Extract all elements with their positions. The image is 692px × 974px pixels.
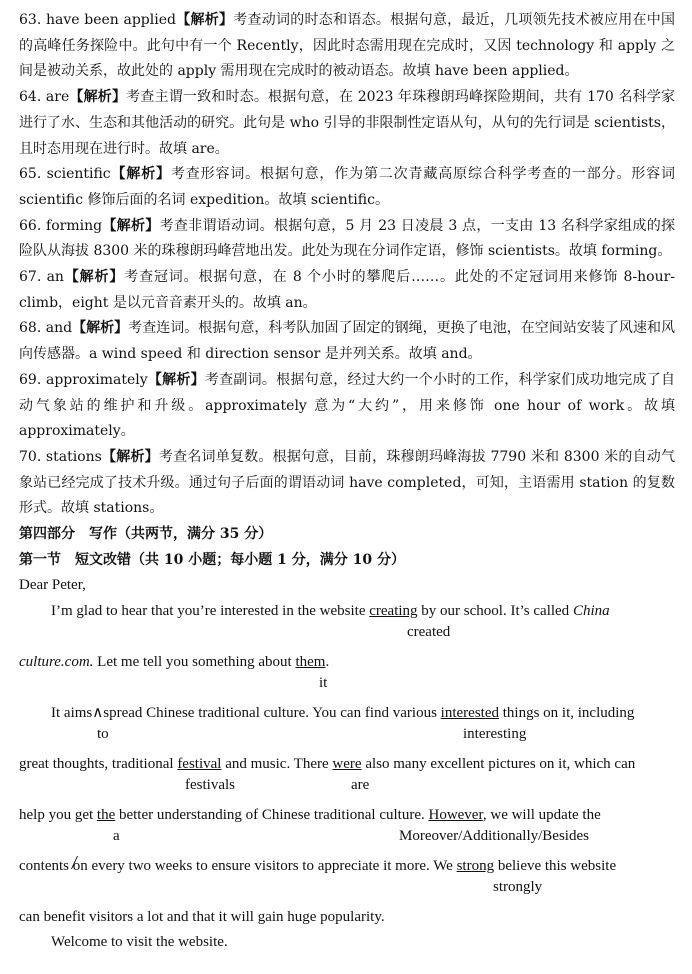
answer-66 bbox=[19, 214, 675, 265]
answer-label: 66. forming bbox=[19, 217, 103, 234]
error-word: were bbox=[332, 755, 362, 772]
answer-explanations bbox=[19, 8, 675, 522]
letter-line-8: Welcome to visit the website. bbox=[51, 934, 228, 951]
answer-text: 考查名词单复数。根据句意，目前，珠穆朗玛峰海拔 7790 米和 8300 米的自动气象站已经完成了技术升级。通过句子后面的谓语动词 have completed，可知，主语需用 station 的复数形式。故填 stations。 bbox=[19, 448, 676, 517]
answer-68 bbox=[19, 316, 675, 367]
answer-65 bbox=[19, 162, 675, 213]
correction-word: strongly bbox=[493, 879, 543, 896]
analysis-tag: 【解析】 bbox=[110, 166, 171, 183]
answer-63 bbox=[19, 8, 675, 85]
answer-text: 考查冠词。根据句意，在 8 个小时的攀爬后……。此处的不定冠词用来修饰 8-hour-climb，eight 是以元音音素开头的。故填 an。 bbox=[19, 269, 676, 311]
insert-caret-icon: ∧ bbox=[92, 704, 104, 721]
correction-row-3 bbox=[19, 726, 675, 752]
answer-69 bbox=[19, 368, 675, 445]
letter-line-1: I’m glad to hear that you’re interested in the website creating by our school. It’s called China bbox=[51, 602, 610, 619]
answer-text: 考查主谓一致和时态。根据句意，在 2023 年珠穆朗玛峰探险期间，共有 170 名科学家进行了水、生态和其他活动的研究。此句是 who 引导的非限制性定语从句，从句的先行词是 scientists，且时态用现在进行时。故填 are。 bbox=[19, 89, 676, 157]
error-word: them bbox=[295, 653, 326, 670]
error-word: festival bbox=[177, 755, 222, 772]
answer-text: 考查非谓语动词。根据句意，5 月 23 日凌晨 3 点，一支由 13 名科学家组成的探险队从海拔 8300 米的珠穆朗玛峰营地出发。此处为现在分词作定语，修饰 scientists。故填 forming。 bbox=[19, 217, 676, 260]
correction-word: it bbox=[319, 675, 328, 692]
answer-64 bbox=[19, 85, 675, 162]
correction-word: festivals bbox=[185, 777, 235, 794]
answer-70 bbox=[19, 445, 675, 522]
correction-row-1 bbox=[19, 624, 675, 650]
correction-word: interesting bbox=[463, 726, 527, 743]
document-content bbox=[19, 8, 675, 956]
analysis-tag: 【解析】 bbox=[63, 269, 125, 286]
section-title: 第四部分 写作（共两节，满分 35 分） bbox=[19, 526, 273, 543]
answer-label: 69. approximately bbox=[19, 371, 148, 388]
analysis-tag: 【解析】 bbox=[147, 371, 205, 388]
error-word: interested bbox=[440, 704, 499, 721]
correction-word: are bbox=[351, 777, 370, 794]
answer-label: 67. an bbox=[19, 269, 64, 286]
analysis-tag: 【解析】 bbox=[102, 217, 160, 234]
analysis-tag: 【解析】 bbox=[175, 12, 234, 28]
correction-word: Moreover/Additionally/Besides bbox=[399, 828, 589, 845]
error-correction-letter bbox=[19, 573, 675, 956]
subsection-title: 第一节 短文改错（共 10 小题；每小题 1 分，满分 10 分） bbox=[19, 551, 405, 568]
error-word: strong bbox=[456, 857, 495, 874]
letter-line-5: help you get the better understanding of Chinese traditional culture. However, we will update the bbox=[19, 806, 601, 823]
correction-word: to bbox=[97, 726, 109, 743]
answer-label: 70. stations bbox=[19, 448, 102, 465]
answer-text: 考查副词。根据句意，经过大约一个小时的工作，科学家们成功地完成了自动气象站的维护和升级。approximately 意为“大约”，用来修饰 one hour of work。故填 approximately。 bbox=[19, 371, 675, 440]
letter-line-7: can benefit visitors a lot and that it will gain huge popularity. bbox=[19, 908, 385, 925]
analysis-tag: 【解析】 bbox=[72, 320, 129, 337]
answer-label: 63. have been applied bbox=[19, 12, 176, 28]
correction-row-2 bbox=[19, 675, 675, 701]
letter-line-6: contents on every two weeks to ensure visitors to appreciate it more. We strong believe this website bbox=[19, 854, 675, 880]
answer-label: 65. scientific bbox=[19, 166, 111, 183]
answer-text: 考查动词的时态和语态。根据句意，最近，几项领先技术被应用在中国的高峰任务探险中。此句中有一个 Recently，因此时态需用现在完成时，又因 technology 和 apply 之间是被动关系，故此处的 apply 需用现在完成时的被动语态。故填 have been applied。 bbox=[19, 12, 675, 80]
correction-row-6 bbox=[19, 879, 675, 905]
error-word: the bbox=[96, 806, 116, 823]
letter-line-4: great thoughts, traditional festival and music. There were also many excellent pictures on it, which can bbox=[19, 755, 636, 772]
letter-line-3: It aims∧spread Chinese traditional culture. You can find various interested things on it, including bbox=[51, 704, 635, 721]
letter-line-2: culture.com. Let me tell you something about them. bbox=[19, 653, 330, 670]
answer-text: 考查连词。根据句意，科考队加固了固定的钢绳，更换了电池，在空间站安装了风速和风向传感器。a wind speed 和 direction sensor 是并列关系。故填 and。 bbox=[19, 320, 675, 363]
analysis-tag: 【解析】 bbox=[69, 89, 127, 106]
answer-label: 68. and bbox=[19, 320, 73, 337]
correction-word: created bbox=[407, 624, 451, 641]
error-word: creating bbox=[369, 602, 418, 619]
error-word: However bbox=[428, 806, 483, 823]
answer-67 bbox=[19, 265, 675, 316]
letter-greeting: Dear Peter, bbox=[19, 577, 86, 594]
correction-row-5 bbox=[19, 828, 675, 854]
delete-mark-icon: on bbox=[73, 854, 88, 880]
analysis-tag: 【解析】 bbox=[101, 448, 159, 465]
correction-word: a bbox=[113, 828, 120, 845]
answer-text: 考查形容词。根据句意，作为第二次青藏高原综合科学考查的一部分。形容词 scientific 修饰后面的名词 expedition。故填 scientific。 bbox=[19, 166, 676, 208]
correction-row-4 bbox=[19, 777, 675, 803]
answer-label: 64. are bbox=[19, 89, 70, 106]
